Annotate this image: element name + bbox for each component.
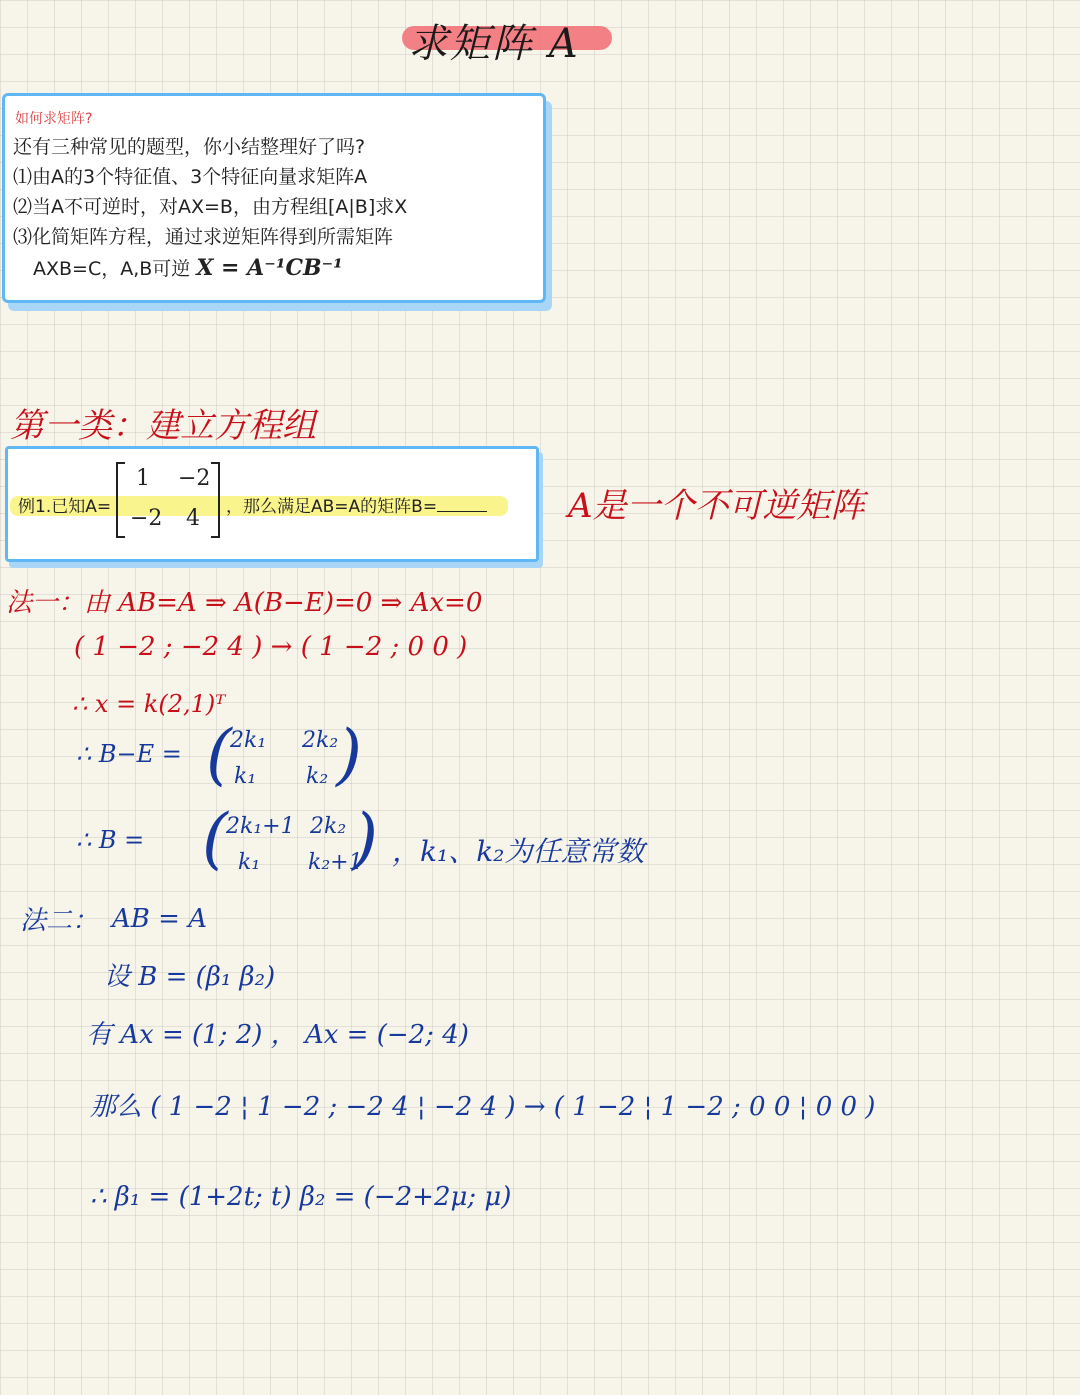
matrix-right-bracket (211, 462, 220, 538)
section-heading-1: 第一类：建立方程组 (10, 406, 316, 446)
method1-line-5: ∴ B = (76, 826, 145, 854)
matrix-cell: 2k₁ (230, 728, 267, 753)
example-question-text: ，那么满足AB=A的矩阵B= (226, 497, 438, 517)
side-note: A是一个不可逆矩阵 (568, 486, 865, 526)
paren-right: ) (336, 716, 362, 793)
example-question (226, 492, 487, 517)
matrix-cell: −2 (178, 466, 211, 491)
method1-matrix-b-minus-e (206, 716, 362, 798)
method2-line-5: ∴ β₁ = (1+2t; t) β₂ = (−2+2μ; μ) (90, 1182, 512, 1212)
matrix-cell: k₁ (234, 764, 257, 789)
matrix-cell: 2k₂ (310, 814, 347, 839)
answer-blank (437, 497, 487, 512)
info-card (2, 93, 546, 303)
page-title: 求矩阵 A (408, 21, 580, 67)
method1-line-3: ∴ x = k(2,1)ᵀ (72, 690, 226, 718)
matrix-cell: 2k₁+1 (226, 814, 295, 839)
info-line-5 (33, 254, 343, 281)
info-line-1: 还有三种常见的题型，你小结整理好了吗? (13, 136, 366, 158)
method1-matrix-b (202, 800, 378, 882)
method1-line-2: ( 1 −2 ; −2 4 ) → ( 1 −2 ; 0 0 ) (74, 632, 468, 662)
matrix-cell: k₂+1 (308, 850, 363, 875)
method2-label: 法二： (20, 906, 99, 936)
info-line-2: ⑴由A的3个特征值、3个特征向量求矩阵A (13, 166, 368, 188)
matrix-cell: −2 (130, 506, 163, 531)
matrix-cell: 4 (186, 506, 200, 531)
method1-line-1: 法一：由 AB=A ⇒ A(B−E)=0 ⇒ Ax=0 (6, 588, 483, 618)
method2-line-2: 设 B = (β₁ β₂) (104, 962, 276, 992)
info-line-3: ⑵当A不可逆时，对AX=B，由方程组[A|B]求X (13, 196, 408, 218)
info-card-heading: 如何求矩阵? (15, 111, 93, 127)
example-matrix (116, 462, 220, 536)
method2-line-1: AB = A (112, 904, 207, 934)
paren-left: ( (206, 716, 232, 793)
method2-line-4: 那么 ( 1 −2 ¦ 1 −2 ; −2 4 ¦ −2 4 ) → ( 1 −2 ¦ 1 −2 ; 0 0 ¦ 0 0 ) (90, 1092, 876, 1122)
info-line-5-text: AXB=C，A,B可逆 (33, 258, 191, 280)
matrix-cell: k₂ (306, 764, 329, 789)
matrix-cell: 1 (136, 466, 150, 491)
inverse-formula: X = A⁻¹CB⁻¹ (196, 255, 343, 281)
example-label: 例1.已知A= (18, 497, 112, 517)
matrix-left-bracket (116, 462, 125, 538)
matrix-cell: k₁ (238, 850, 261, 875)
info-line-4: ⑶化简矩阵方程，通过求逆矩阵得到所需矩阵 (13, 226, 394, 248)
paren-left: ( (202, 800, 228, 877)
method1-conclusion: ，k₁、k₂为任意常数 (392, 835, 645, 868)
method2-line-3: 有 Ax = (1; 2) ， Ax = (−2; 4) (86, 1020, 469, 1050)
matrix-cell: 2k₂ (302, 728, 339, 753)
paren-right: ) (352, 800, 378, 877)
method1-line-4: ∴ B−E = (76, 740, 182, 768)
